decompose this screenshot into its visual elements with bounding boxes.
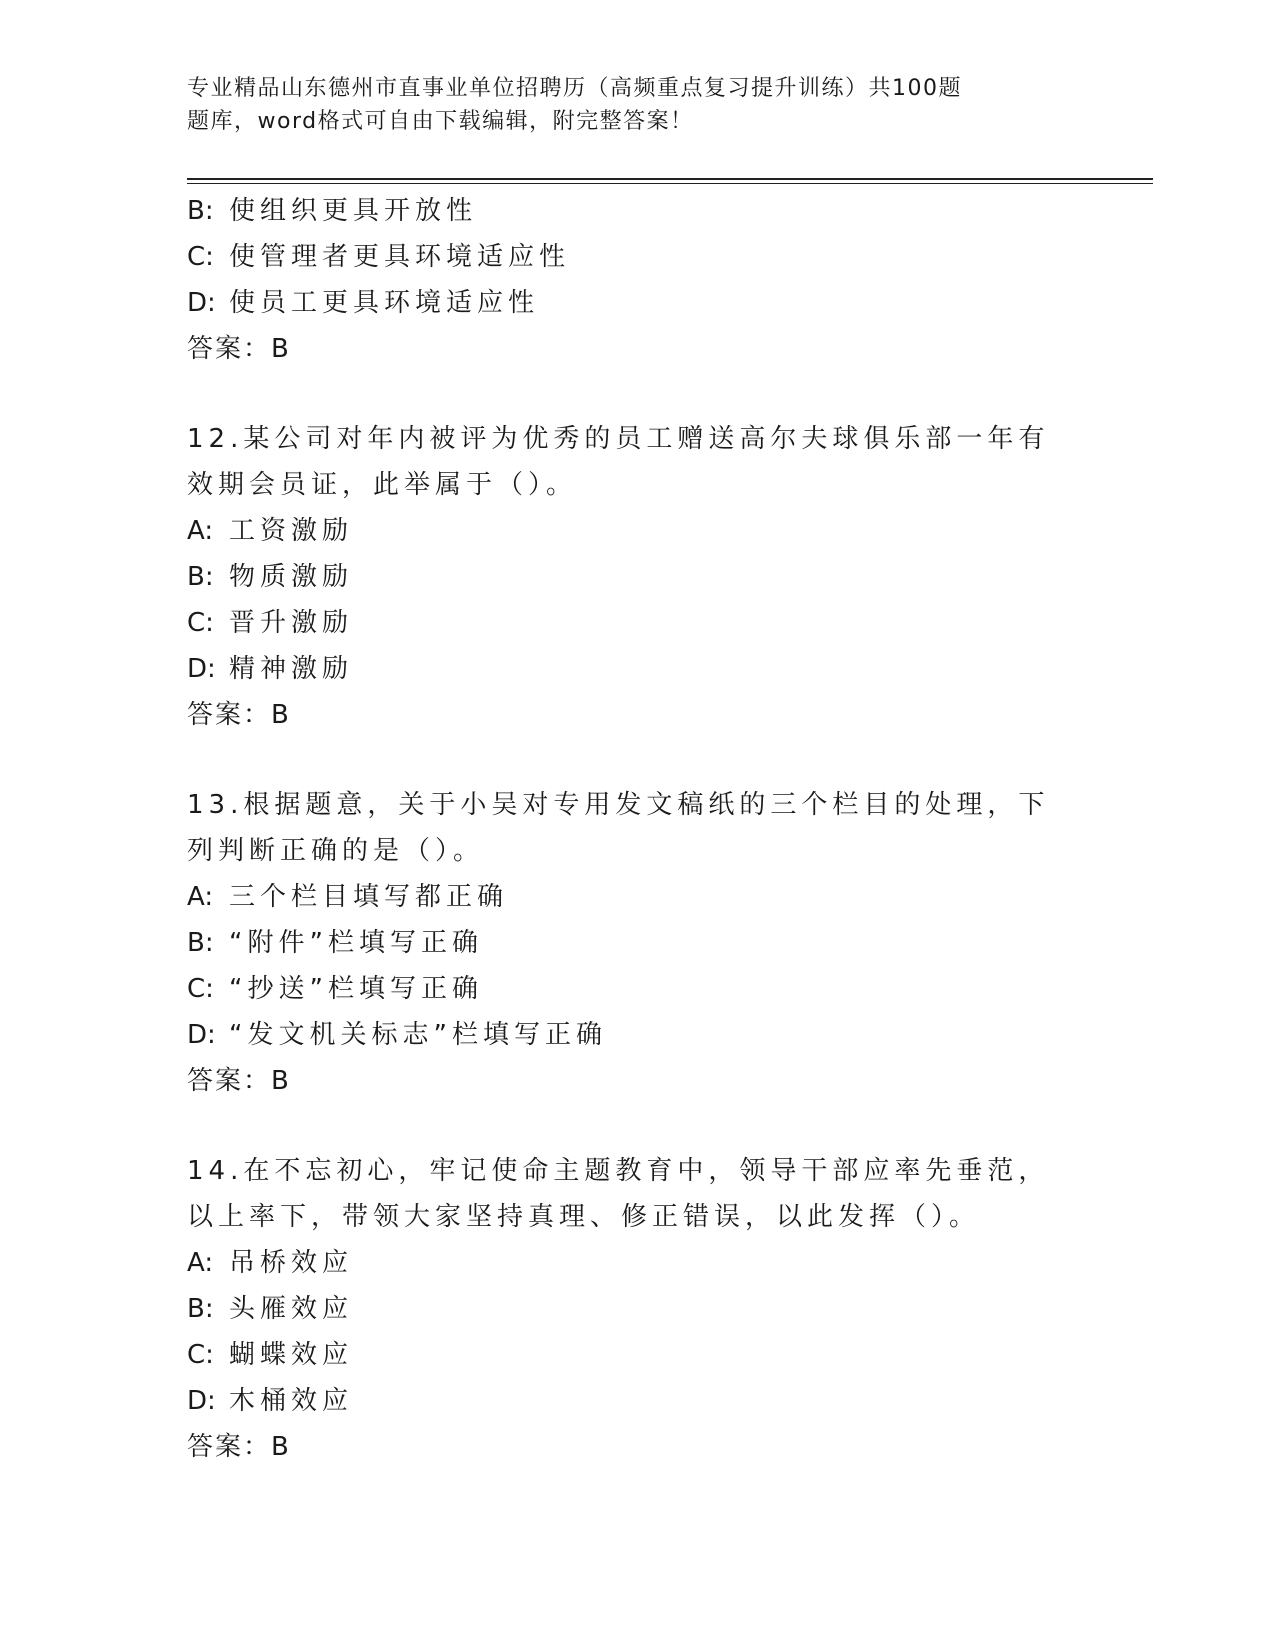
option-text: 蝴蝶效应 bbox=[229, 1340, 354, 1370]
option-a bbox=[187, 1240, 1087, 1286]
option-text: 三个栏目填写都正确 bbox=[229, 882, 509, 912]
option-text: “抄送”栏填写正确 bbox=[229, 974, 483, 1004]
option-key: C: bbox=[187, 242, 214, 272]
question-stem: 13.根据题意，关于小吴对专用发文稿纸的三个栏目的处理，下列判断正确的是（）。 bbox=[187, 790, 1050, 866]
option-b bbox=[187, 188, 1087, 234]
spacer bbox=[187, 372, 1087, 416]
option-b bbox=[187, 554, 1087, 600]
option-text: 木桶效应 bbox=[229, 1386, 354, 1416]
option-key: C: bbox=[187, 974, 214, 1004]
option-d bbox=[187, 280, 1087, 326]
spacer bbox=[187, 1104, 1087, 1148]
option-text: 晋升激励 bbox=[229, 608, 354, 638]
answer-line: 答案：B bbox=[187, 1066, 291, 1096]
question-stem: 14.在不忘初心，牢记使命主题教育中，领导干部应率先垂范，以上率下，带领大家坚持真理、修正错误，以此发挥（）。 bbox=[187, 1156, 1050, 1232]
option-key: B: bbox=[187, 928, 214, 958]
option-text: 使组织更具开放性 bbox=[229, 196, 478, 226]
question-content bbox=[187, 188, 1087, 1470]
option-key: A: bbox=[187, 1248, 214, 1278]
option-d bbox=[187, 1012, 1087, 1058]
answer-line: 答案：B bbox=[187, 700, 291, 730]
option-text: 精神激励 bbox=[229, 654, 354, 684]
option-key: B: bbox=[187, 196, 214, 226]
question-14 bbox=[187, 1148, 1087, 1470]
spacer bbox=[187, 738, 1087, 782]
option-key: D: bbox=[187, 288, 216, 318]
option-text: “发文机关标志”栏填写正确 bbox=[229, 1020, 607, 1050]
previous-question-tail bbox=[187, 188, 1087, 372]
document-header bbox=[187, 72, 1047, 138]
option-key: C: bbox=[187, 1340, 214, 1370]
option-key: A: bbox=[187, 882, 214, 912]
question-stem: 12.某公司对年内被评为优秀的员工赠送高尔夫球俱乐部一年有效期会员证，此举属于（）。 bbox=[187, 424, 1050, 500]
option-a bbox=[187, 874, 1087, 920]
question-12 bbox=[187, 416, 1087, 738]
answer-line: 答案：B bbox=[187, 334, 291, 364]
option-text: 吊桥效应 bbox=[229, 1248, 354, 1278]
option-d bbox=[187, 1378, 1087, 1424]
option-c bbox=[187, 966, 1087, 1012]
option-key: D: bbox=[187, 1020, 216, 1050]
option-key: D: bbox=[187, 1386, 216, 1416]
option-key: B: bbox=[187, 1294, 214, 1324]
question-13 bbox=[187, 782, 1087, 1104]
option-b bbox=[187, 1286, 1087, 1332]
header-line-1: 专业精品山东德州市直事业单位招聘历（高频重点复习提升训练）共100题 bbox=[187, 76, 962, 101]
option-key: B: bbox=[187, 562, 214, 592]
option-a bbox=[187, 508, 1087, 554]
option-text: “附件”栏填写正确 bbox=[229, 928, 483, 958]
option-text: 物质激励 bbox=[229, 562, 354, 592]
option-b bbox=[187, 920, 1087, 966]
option-text: 使管理者更具环境适应性 bbox=[229, 242, 571, 272]
header-line-2: 题库，word格式可自由下载编辑，附完整答案！ bbox=[187, 109, 694, 134]
option-text: 头雁效应 bbox=[229, 1294, 354, 1324]
header-rule-thick bbox=[187, 178, 1153, 180]
option-key: C: bbox=[187, 608, 214, 638]
option-text: 使员工更具环境适应性 bbox=[229, 288, 540, 318]
option-c bbox=[187, 234, 1087, 280]
option-key: A: bbox=[187, 516, 214, 546]
answer-line: 答案：B bbox=[187, 1432, 291, 1462]
header-rule-thin bbox=[187, 183, 1153, 184]
option-c bbox=[187, 600, 1087, 646]
option-text: 工资激励 bbox=[229, 516, 354, 546]
option-key: D: bbox=[187, 654, 216, 684]
option-c bbox=[187, 1332, 1087, 1378]
option-d bbox=[187, 646, 1087, 692]
